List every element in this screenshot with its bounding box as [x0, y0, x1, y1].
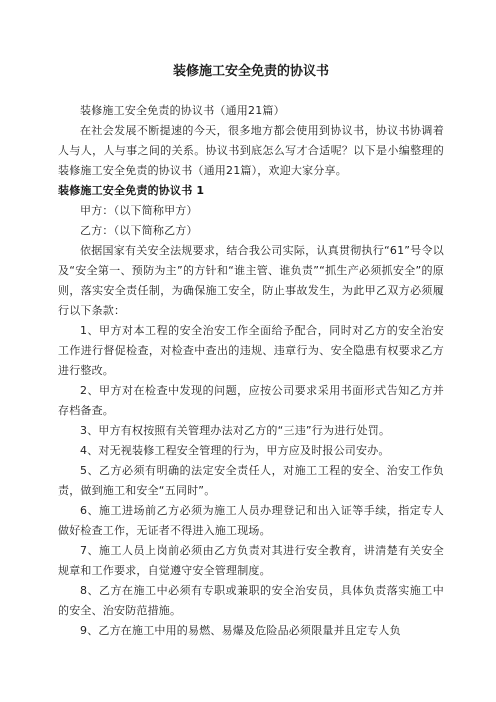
- clause-8: 8、乙方在施工中必须有专职或兼职的安全治安员，具体负责落实施工中的安全、治安防范措施。: [58, 584, 444, 617]
- clause-2: 2、甲方对在检查中发现的问题，应按公司要求采用书面形式告知乙方并存档备查。: [58, 384, 444, 417]
- clause-6: 6、施工进场前乙方必须为施工人员办理登记和出入证等手续，指定专人做好检查工作，无证者不得进入施工现场。: [58, 504, 444, 537]
- section-heading: 装修施工安全免责的协议书 1: [58, 184, 205, 197]
- clause-7: 7、施工人员上岗前必须由乙方负责对其进行安全教育，讲清楚有关安全规章和工作要求，自觉遵守安全管理制度。: [58, 544, 444, 577]
- paragraph-intro: 在社会发展不断提速的今天，很多地方都会使用到协议书，协议书协调着人与人，人与事之间的关系。协议书到底怎么写才合适呢？以下是小编整理的装修施工安全免责的协议书（通用21篇），欢迎大家分享。: [58, 124, 444, 177]
- party-a-line: 甲方：（以下简称甲方）: [80, 204, 198, 217]
- document-title: 装修施工安全免责的协议书: [172, 64, 329, 79]
- clause-9: 9、乙方在施工中用的易燃、易爆及危险品必须限量并且定专人负: [80, 624, 401, 637]
- party-b-line: 乙方：（以下简称乙方）: [80, 224, 198, 237]
- clause-4: 4、对无视装修工程安全管理的行为，甲方应及时报公司安办。: [80, 444, 390, 457]
- paragraph-preamble: 依据国家有关安全法规要求，结合我公司实际，认真贯彻执行“61”号令以及“安全第一、预防为主”的方针和“谁主管、谁负责”“抓生产必须抓安全”的原则，落实安全责任制，为确保施工安全，防止事故发生，为此甲乙双方必须履行以下条款：: [58, 244, 444, 317]
- paragraph-subtitle: 装修施工安全免责的协议书（通用21篇）: [80, 104, 285, 117]
- clause-1: 1、甲方对本工程的安全治安工作全面给予配合，同时对乙方的安全治安工作进行督促检查，对检查中查出的违规、违章行为、安全隐患有权要求乙方进行整改。: [58, 324, 444, 377]
- document-body: [58, 101, 444, 641]
- clause-5: 5、乙方必须有明确的法定安全责任人，对施工工程的安全、治安工作负责，做到施工和安全“五同时”。: [58, 464, 444, 497]
- clause-3: 3、甲方有权按照有关管理办法对乙方的“三违”行为进行处罚。: [80, 424, 391, 437]
